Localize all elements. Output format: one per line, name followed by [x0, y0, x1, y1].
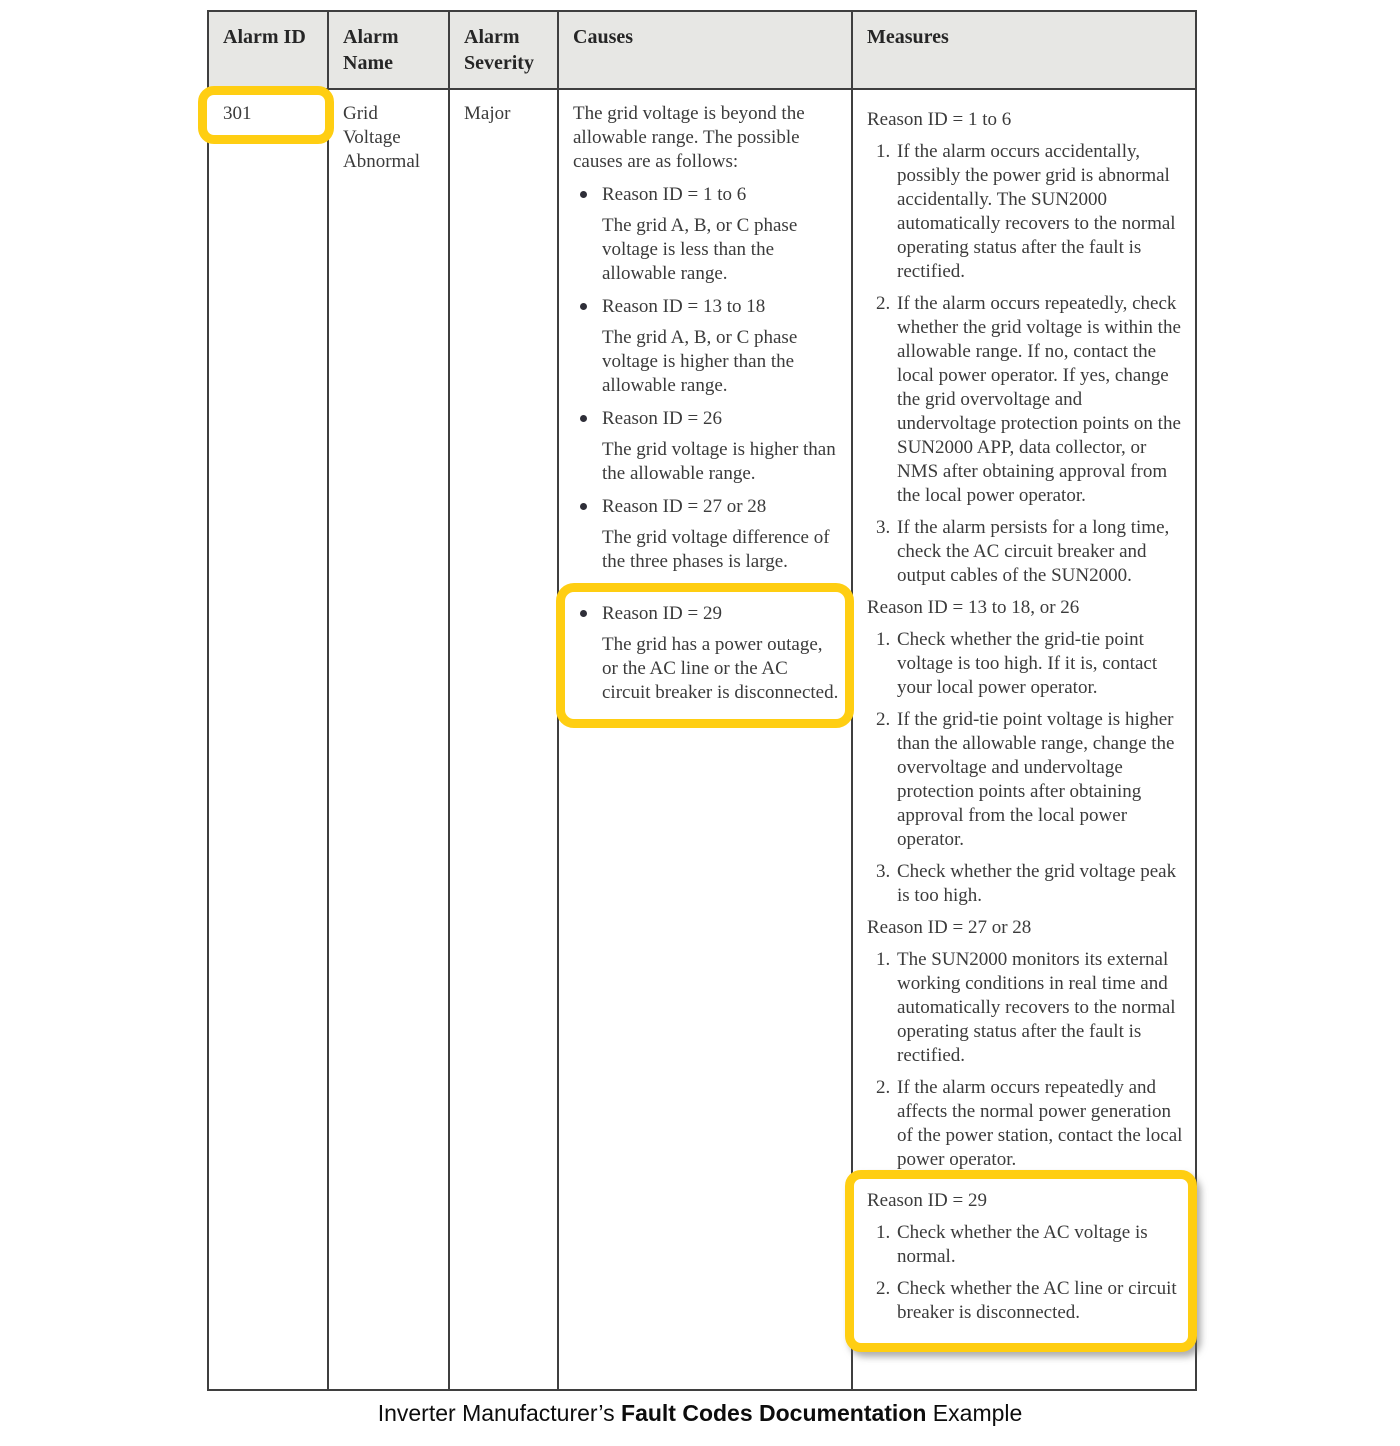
measures-steps: [867, 948, 1185, 1172]
measures-cell: [852, 89, 1196, 1390]
causes-cell: [558, 89, 852, 1390]
measures-reason-29-highlight-box: [845, 1170, 1197, 1352]
caption-prefix: Inverter Manufacturer’s: [377, 1400, 622, 1426]
table-row: [208, 89, 1196, 1390]
header-cell-alarm-severity: Alarm Severity: [449, 11, 558, 89]
bullet-icon: [580, 503, 587, 510]
bullet-icon: [580, 610, 587, 617]
figure-caption: [0, 1400, 1400, 1427]
measures-reason-27-28: [867, 916, 1185, 1172]
header-cell-alarm-name: Alarm Name: [328, 11, 449, 89]
header-cell-measures: Measures: [852, 11, 1196, 89]
header-row: [208, 11, 1196, 89]
fault-codes-table: [207, 10, 1197, 1391]
measures-reason-1-6: [867, 108, 1185, 588]
measures-steps: [867, 140, 1185, 588]
measures-steps: [867, 628, 1185, 908]
measures-reason-13-18-26: [867, 596, 1185, 908]
caption-bold-title: Fault Codes Documentation: [621, 1400, 927, 1426]
alarm-id-highlight-box: [198, 86, 334, 144]
cause-title: Reason ID = 13 to 18: [602, 296, 766, 317]
bullet-icon: [580, 191, 587, 198]
bullet-icon: [580, 303, 587, 310]
measure-step: 2. If the alarm occurs repeatedly, check whether the grid voltage is within the allowable range. If no, contact the local power operator. If yes, change the grid overvoltage and undervoltage protection points on the SUN2000 APP, data collector, or NMS after obtaining approval from the local power operator.: [895, 292, 1185, 508]
cause-reason-13-18: [573, 295, 841, 398]
measures-heading: Reason ID = 13 to 18, or 26: [867, 597, 1080, 618]
measure-step: 1. The SUN2000 monitors its external working conditions in real time and automatically recovers to the normal operating status after the fault is rectified.: [895, 948, 1185, 1068]
cause-title: Reason ID = 26: [602, 408, 722, 429]
measure-step: 2. If the alarm occurs repeatedly and affects the normal power generation of the power station, contact the local power operator.: [895, 1076, 1185, 1172]
cause-desc: The grid voltage difference of the three phases is large.: [602, 527, 830, 572]
alarm-id-cell: [208, 89, 328, 1390]
measure-step: 3. Check whether the grid voltage peak is too high.: [895, 860, 1185, 908]
cause-title: Reason ID = 29: [602, 603, 722, 624]
measures-steps: [867, 1221, 1185, 1325]
measures-heading: Reason ID = 29: [867, 1190, 987, 1211]
measures-heading: Reason ID = 1 to 6: [867, 109, 1012, 130]
alarm-severity-cell: [449, 89, 558, 1390]
caption-suffix: Example: [926, 1400, 1023, 1426]
cause-reason-26: [573, 407, 841, 486]
cause-title: Reason ID = 27 or 28: [602, 496, 767, 517]
measure-step: 1. Check whether the grid-tie point voltage is too high. If it is, contact your local power operator.: [895, 628, 1185, 700]
measure-step: 1. Check whether the AC voltage is normal.: [895, 1221, 1185, 1269]
alarm-id-value: 301: [223, 103, 252, 124]
alarm-severity-value: Major: [464, 103, 511, 124]
measure-step: 2. Check whether the AC line or circuit breaker is disconnected.: [895, 1277, 1185, 1325]
cause-reason-27-28: [573, 495, 841, 574]
header-cell-causes: Causes: [558, 11, 852, 89]
cause-reason-1-6: [573, 183, 841, 286]
cause-reason-29-highlight-box: [556, 583, 854, 728]
header-cell-alarm-id: Alarm ID: [208, 11, 328, 89]
cause-desc: The grid A, B, or C phase voltage is less than the allowable range.: [602, 215, 798, 284]
causes-intro: The grid voltage is beyond the allowable range. The possible causes are as follows:: [573, 103, 805, 172]
measure-step: 2. If the grid-tie point voltage is higher than the allowable range, change the overvoltage and undervoltage protection points after obtaining approval from the local power operator.: [895, 708, 1185, 852]
cause-desc: The grid A, B, or C phase voltage is higher than the allowable range.: [602, 327, 798, 396]
measure-step: 1. If the alarm occurs accidentally, possibly the power grid is abnormal accidentally. The SUN2000 automatically recovers to the normal operating status after the fault is rectified.: [895, 140, 1185, 284]
cause-title: Reason ID = 1 to 6: [602, 184, 747, 205]
cause-desc: The grid has a power outage, or the AC line or the AC circuit breaker is disconnected.: [602, 634, 839, 703]
bullet-icon: [580, 415, 587, 422]
measure-step: 3. If the alarm persists for a long time, check the AC circuit breaker and output cables of the SUN2000.: [895, 516, 1185, 588]
cause-desc: The grid voltage is higher than the allowable range.: [602, 439, 836, 484]
alarm-name-value: Grid Voltage Abnormal: [343, 103, 421, 172]
alarm-name-cell: [328, 89, 449, 1390]
measures-heading: Reason ID = 27 or 28: [867, 917, 1032, 938]
